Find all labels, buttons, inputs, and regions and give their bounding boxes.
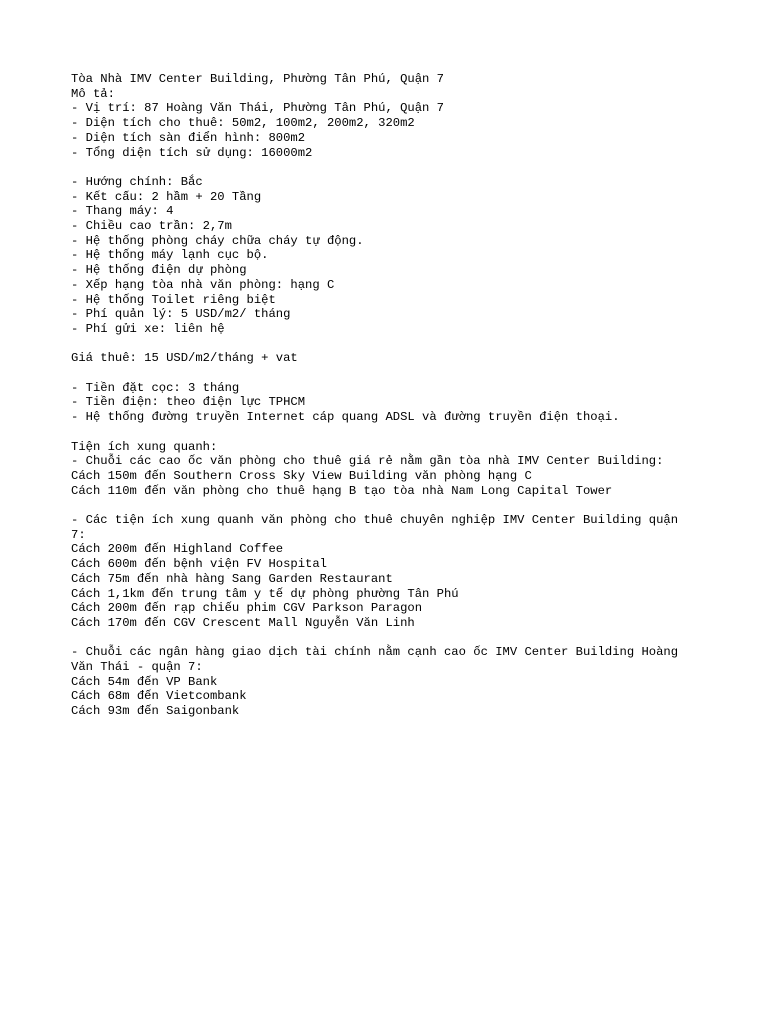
text-line: Tiện ích xung quanh: [71, 439, 218, 454]
text-line: Cách 200m đến rạp chiếu phim CGV Parkson Paragon [71, 601, 423, 616]
document-paragraph [71, 175, 711, 337]
text-line: Cách 600m đến bệnh viện FV Hospital [71, 557, 327, 572]
text-line: - Hệ thống phòng cháy chữa cháy tự động. [71, 233, 364, 248]
text-line: Cách 54m đến VP Bank [71, 674, 218, 689]
text-line: Cách 170m đến CGV Crescent Mall Nguyễn Văn Linh [71, 615, 415, 630]
text-line: - Phí gửi xe: liên hệ [71, 321, 225, 336]
text-line: - Phí quản lý: 5 USD/m2/ tháng [71, 307, 291, 322]
document-paragraph [71, 72, 711, 160]
text-line: Tòa Nhà IMV Center Building, Phường Tân Phú, Quận 7 [71, 72, 444, 86]
text-line: - Tổng diện tích sử dụng: 16000m2 [71, 145, 313, 160]
document-paragraph [71, 381, 711, 425]
text-line: - Kết cấu: 2 hầm + 20 Tầng [71, 189, 262, 204]
text-line: - Các tiện ích xung quanh văn phòng cho thuê chuyên nghiệp IMV Center Building quận [71, 513, 679, 528]
text-line: - Chuỗi các cao ốc văn phòng cho thuê giá rẻ nằm gần tòa nhà IMV Center Building: [71, 454, 664, 469]
text-line: Cách 110m đến văn phòng cho thuê hạng B tạo tòa nhà Nam Long Capital Tower [71, 483, 613, 498]
document-page [71, 72, 711, 734]
text-line: - Diện tích cho thuê: 50m2, 100m2, 200m2, 320m2 [71, 116, 415, 131]
text-line: - Vị trí: 87 Hoàng Văn Thái, Phường Tân Phú, Quận 7 [71, 101, 444, 116]
document-paragraph [71, 440, 711, 499]
text-line: Cách 93m đến Saigonbank [71, 704, 240, 719]
text-line: - Hệ thống điện dự phòng [71, 263, 247, 278]
text-line: Cách 1,1km đến trung tâm y tế dự phòng phường Tân Phú [71, 586, 459, 601]
text-line: - Hướng chính: Bắc [71, 174, 203, 189]
text-line: Cách 200m đến Highland Coffee [71, 542, 284, 557]
text-line: - Hệ thống máy lạnh cục bộ. [71, 248, 269, 263]
document-paragraph [71, 645, 711, 719]
text-line: - Xếp hạng tòa nhà văn phòng: hạng C [71, 277, 335, 292]
text-line: - Chiều cao trần: 2,7m [71, 219, 232, 234]
text-line: - Tiền đặt cọc: 3 tháng [71, 380, 240, 395]
text-line: Văn Thái - quận 7: [71, 660, 203, 675]
text-line: 7: [71, 527, 86, 542]
document-paragraph [71, 513, 711, 631]
text-line: - Tiền điện: theo điện lực TPHCM [71, 395, 306, 410]
text-line: Cách 68m đến Vietcombank [71, 689, 247, 704]
text-line: - Hệ thống Toilet riêng biệt [71, 292, 276, 307]
text-line: - Diện tích sàn điển hình: 800m2 [71, 130, 306, 145]
text-line: Cách 150m đến Southern Cross Sky View Building văn phòng hạng C [71, 468, 532, 483]
text-line: - Chuỗi các ngân hàng giao dịch tài chính nằm cạnh cao ốc IMV Center Building Hoàng [71, 645, 679, 660]
text-line: Cách 75m đến nhà hàng Sang Garden Restaurant [71, 571, 393, 586]
text-line: Mô tả: [71, 86, 115, 101]
text-line: Giá thuê: 15 USD/m2/tháng + vat [71, 351, 298, 366]
text-line: - Thang máy: 4 [71, 204, 174, 219]
text-line: - Hệ thống đường truyền Internet cáp quang ADSL và đường truyền điện thoại. [71, 410, 620, 425]
document-paragraph [71, 351, 711, 366]
